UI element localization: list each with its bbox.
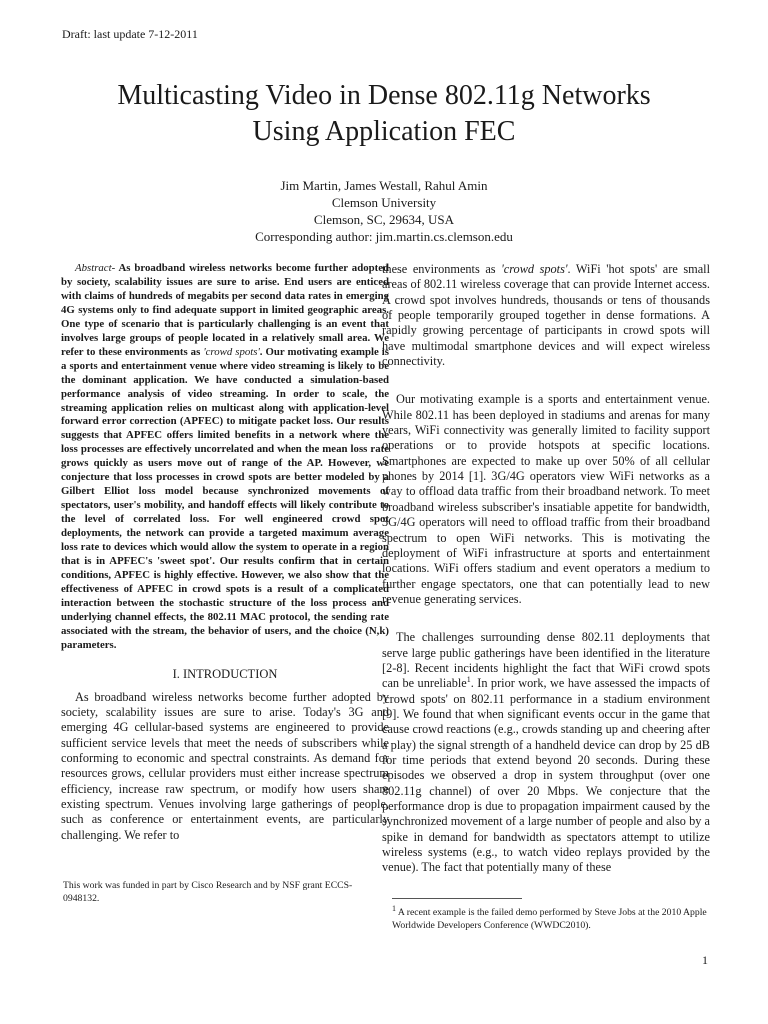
draft-note: Draft: last update 7-12-2011 [62, 27, 198, 41]
paper-title [60, 78, 708, 150]
right-par1-quote: 'crowd spots' [501, 262, 568, 276]
author-names: Jim Martin, James Westall, Rahul Amin [280, 178, 488, 193]
footnote-divider [392, 898, 522, 899]
right-par3-text-a: The challenges surrounding dense 802.11 deployments that serve large public gatherings have been identified in the literature [2-8]. Recent incidents highlight the fact that WiFi crowd spots can be unreliable [382, 630, 710, 691]
right-par3-text-b: . In prior work, we have assessed the impacts of 'crowd spots' on 802.11 performance in a stadium environment [9]. We found that when significant events occur in the game that cause crowd reactions (e.g., crowds standing up and cheering after a play) the signal strength of a handheld device can drop by 25 dB for time periods that extend beyond 20 seconds. During these episodes we observed a drop in system throughput (over one 802.11g channel) of over 20 Mbps. We conjecture that the performance drop is due to propagation impairment caused by the synchronized movement of a large number of people and also by a spike in demand for bandwidth as spectators attempt to utilize wireless systems (e.g., to watch video replays provided by the venue). The fact that potentially many of these [382, 676, 710, 875]
left-column [61, 262, 389, 843]
footnote-number: 1 [392, 903, 396, 913]
right-paragraph-2: Our motivating example is a sports and entertainment venue. While 802.11 has been deployed in stadiums and arenas for many years, WiFi connectivity was generally limited to facility support operations or to provide hotspots at specific locations. Smartphones are expected to make up over 50% of all cellular phones by 2014 [1]. 3G/4G operators view WiFi networks as a way to offload data traffic from their broadband network. To meet broadband wireless subscriber's insatiable appetite for bandwidth, 3G/4G operators will need to offload traffic from their broadband spectrum to open WiFi networks. This is motivating the deployment of WiFi infrastructure at sports and entertainment locations. WiFi offers stadium and event operators a medium to further engage spectators, one that can potentially lead to new revenue generating services. [382, 392, 710, 606]
abstract-text-a: As broadband wireless networks become further adopted by society, scalability issues are sure to arise. End users are enticed with claims of hundreds of megabits per second data rates in emerging 4G systems only to find adequate support in limited geographic areas. One type of scenario that is particularly challenging is an event that involves large groups of people located in a relatively small area. We refer to these environments as [61, 262, 389, 358]
right-column [382, 262, 710, 899]
author-affiliation: Clemson University [331, 195, 437, 210]
footnote [392, 903, 710, 932]
right-par1-text-b: . WiFi 'hot spots' are small areas of 802.11 wireless coverage that can provide Internet access. A crowd spot involves hundreds, thousands or tens of thousands of people temporarily grouped together in dense formations. A rapidly growing percentage of participants in crowd spots will have multimodal smartphone devices and will expect wireless connectivity. [382, 262, 711, 369]
footnote-marker[interactable]: 1 [466, 675, 471, 685]
abstract-text-b: . Our motivating example is a sports and entertainment venue where video streaming is likely to be the dominant application. We have conducted a simulation-based performance analysis of video streaming. In order to scale, the streaming application relies on multicast along with application-level forward error correction (APFEC) to mitigate packet loss. Our results suggests that APFEC offers limited benefits in a network where the loss processes are effectively uncorrelated and when the mean loss rate grows quickly as users move out of range of the AP. However, we conjecture that loss processes in crowd spots are better modeled by a Gilbert Elliot loss model because synchronized movements of spectators, user's mobility, and handoff effects will likely contribute to the level of correlated loss. For well engineered crowd spot deployments, the network can provide a targeted maximum average loss rate to devices which would allow the system to operate in a region that is in APFEC's 'sweet spot'. Our results confirm that in certain conditions, APFEC is highly effective. However, we also show that the effectiveness of APFEC in crowd spots is a result of a complicated interaction between the stochastic structure of the loss process and underlying channel effects, the 802.11 MAC protocol, the sending rate associated with the stream, the behavior of users, and the choice (N,k) parameters. [61, 345, 389, 651]
intro-paragraph: As broadband wireless networks become further adopted by society, scalability issues are sure to arise. Today's 3G and emerging 4G cellular-based systems are engineered to provide sufficient service levels that meet the needs of subscribers while conforming to economic and spectral constraints. As demand for resources grows, cellular providers must either increase spectrum efficiency, increase raw spectrum, or modify how users share existing spectrum. Venues involving large gatherings of people, such as conference or entertainment events, are particularly challenging. We refer to [61, 689, 389, 842]
author-address: Clemson, SC, 29634, USA [313, 212, 455, 227]
funding-note: This work was funded in part by Cisco Research and by NSF grant ECCS-0948132. [63, 880, 353, 904]
title-line-2: Using Application FEC [252, 116, 516, 147]
title-line-1: Multicasting Video in Dense 802.11g Networks [117, 80, 651, 111]
footnote-text: A recent example is the failed demo performed by Steve Jobs at the 2010 Apple Worldwide Developers Conference (WWDC2010). [392, 907, 707, 931]
abstract [61, 262, 389, 653]
right-paragraph-3 [382, 630, 710, 876]
author-block [60, 177, 708, 245]
abstract-label: Abstract- [75, 262, 116, 274]
right-paragraph-1 [382, 262, 710, 369]
right-par1-text-a: these environments as [382, 262, 502, 276]
section-heading-introduction: I. INTRODUCTION [172, 666, 278, 681]
abstract-quote: 'crowd spots' [203, 345, 260, 358]
corresponding-author: Corresponding author: jim.martin.cs.clemson.edu [255, 229, 513, 244]
page-number: 1 [702, 953, 708, 967]
